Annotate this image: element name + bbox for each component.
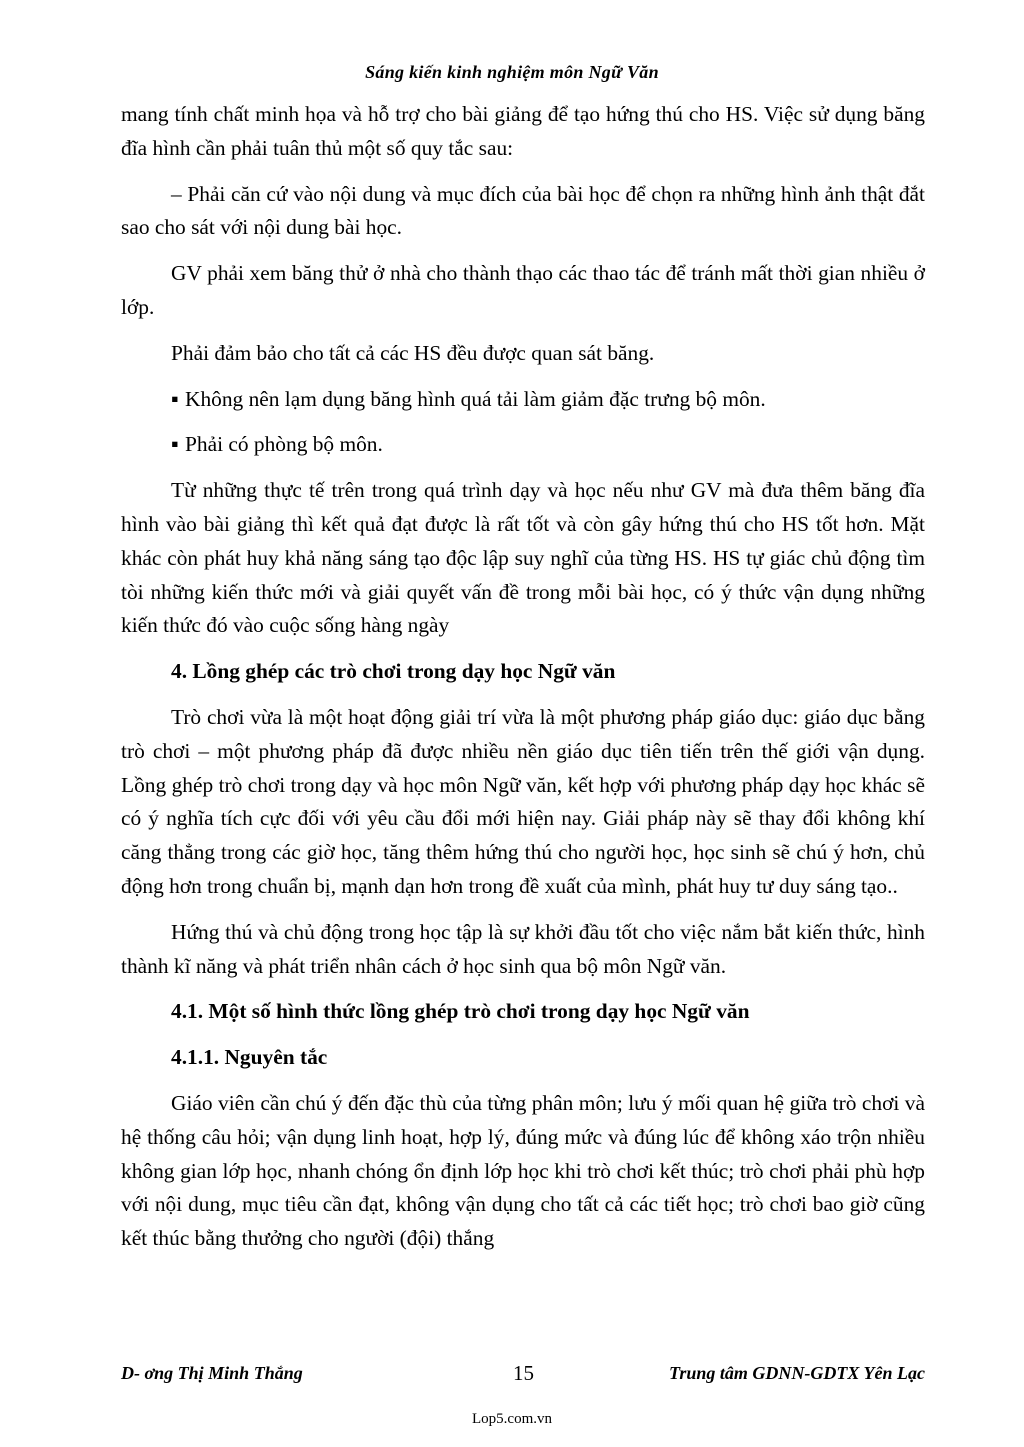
bullet-marker: ▪ (171, 432, 179, 457)
bullet-text: Không nên lạm dụng băng hình quá tải làm giảm đặc trưng bộ môn. (185, 386, 766, 411)
section-heading: 4.1. Một số hình thức lồng ghép trò chơi trong dạy học Ngữ văn (171, 999, 750, 1024)
document-body (121, 98, 925, 1256)
page-number: 15 (513, 1361, 534, 1385)
subsection-heading: 4.1.1. Nguyên tắc (171, 1045, 328, 1070)
paragraph: Trò chơi vừa là một hoạt động giải trí vừa là một phương pháp giáo dục: giáo dục bằng trò chơi – một phương pháp đã được nhiều nền giáo dục tiên tiến trên thế giới vận dụng. Lồng ghép trò chơi trong dạy và học môn Ngữ văn, kết hợp với phương pháp dạy học khác sẽ có ý nghĩa tích cực đối với yêu cầu đổi mới hiện nay. Giải pháp này sẽ thay đổi không khí căng thẳng trong các giờ học, tăng thêm hứng thú cho người học, học sinh sẽ chú ý hơn, chủ động hơn trong chuẩn bị, mạnh dạn hơn trong đề xuất của mình, phát huy tư duy sáng tạo.. (121, 704, 925, 898)
paragraph: – Phải căn cứ vào nội dung và mục đích của bài học để chọn ra những hình ảnh thật đắt sao cho sát với nội dung bài học. (121, 181, 925, 240)
bullet-text: Phải có phòng bộ môn. (185, 432, 383, 457)
paragraph: Từ những thực tế trên trong quá trình dạy và học nếu như GV mà đưa thêm băng đĩa hình vào bài giảng thì kết quả đạt được là rất tốt và còn gây hứng thú cho HS tốt hơn. Mặt khác còn phát huy khả năng sáng tạo độc lập suy nghĩ của từng HS. HS tự giác chủ động tìm tòi những kiến thức mới và giải quyết vấn đề trong mỗi bài học, có ý thức vận dụng những kiến thức đó vào cuộc sống hàng ngày (121, 478, 925, 638)
paragraph: mang tính chất minh họa và hỗ trợ cho bài giảng để tạo hứng thú cho HS. Việc sử dụng băng đĩa hình cần phải tuân thủ một số quy tắc sau: (121, 102, 925, 160)
section-heading: 4. Lồng ghép các trò chơi trong dạy học Ngữ văn (171, 659, 616, 684)
paragraph: GV phải xem băng thử ở nhà cho thành thạo các thao tác để tránh mất thời gian nhiều ở lớp. (121, 261, 925, 319)
footer-organization: Trung tâm GDNN-GDTX Yên Lạc (669, 1363, 925, 1383)
site-watermark: Lop5.com.vn (472, 1411, 552, 1427)
bullet-item (121, 383, 925, 417)
bullet-marker: ▪ (171, 386, 179, 411)
paragraph: Phải đảm bảo cho tất cả các HS đều được quan sát băng. (171, 340, 655, 365)
page-header: Sáng kiến kinh nghiệm môn Ngữ Văn (365, 62, 659, 82)
page-footer (121, 1363, 925, 1389)
bullet-item (121, 428, 925, 462)
footer-author: D- ơng Thị Minh Thắng (121, 1363, 303, 1383)
paragraph: Giáo viên cần chú ý đến đặc thù của từng phân môn; lưu ý mối quan hệ giữa trò chơi và hệ thống câu hỏi; vận dụng linh hoạt, hợp lý, đúng mức và đúng lúc để không xáo trộn nhiều không gian lớp học, nhanh chóng ổn định lớp học khi trò chơi kết thúc; trò chơi phải phù hợp với nội dung, mục tiêu cần đạt, không vận dụng cho tất cả các tiết học; trò chơi bao giờ cũng kết thúc bằng thưởng cho người (đội) thắng (121, 1090, 925, 1251)
paragraph: Hứng thú và chủ động trong học tập là sự khởi đầu tốt cho việc nắm bắt kiến thức, hình thành kĩ năng và phát triển nhân cách ở học sinh qua bộ môn Ngữ văn. (121, 919, 925, 978)
